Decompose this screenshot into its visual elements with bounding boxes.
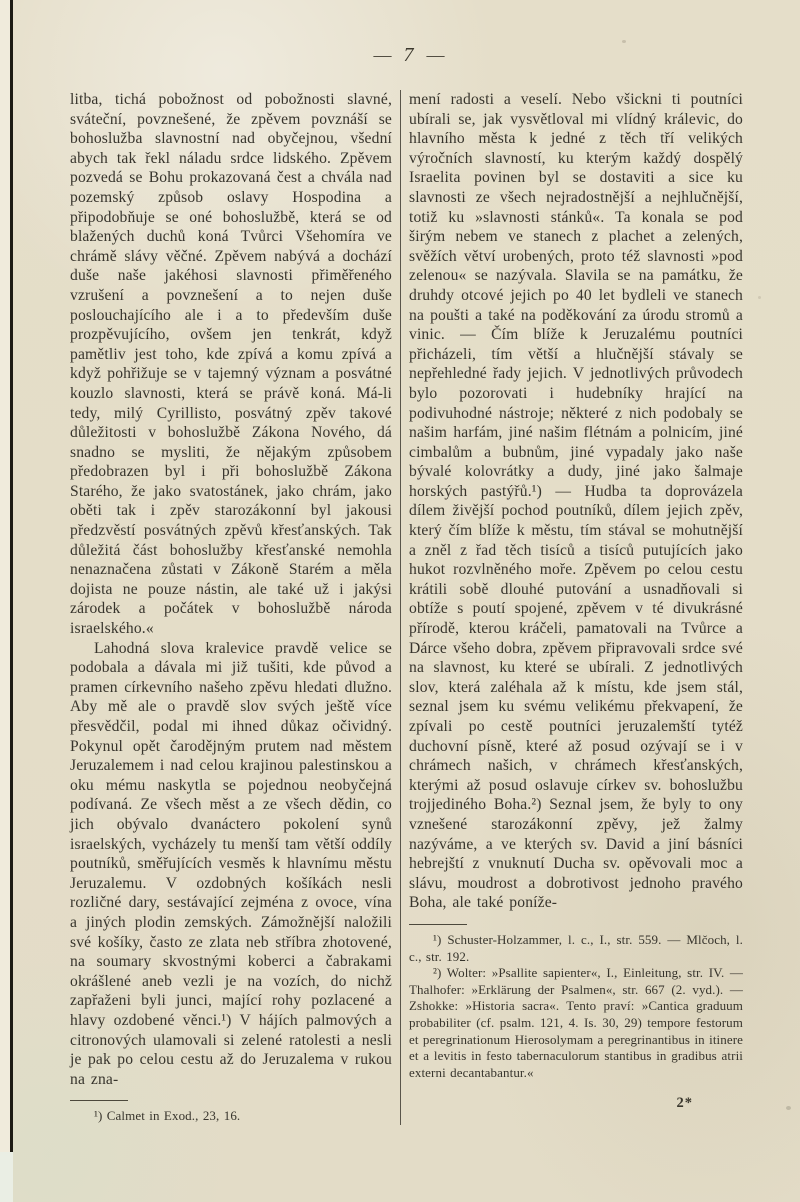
paragraph: Lahodná slova kralevice pravdě velice se podobala a dávala mi již tušiti, kde původ a pramen církevního našeho zpěvu hledati dlužno. Aby mě ale o pravdě slov svých ještě více přesvědčil, podal mi ihned důkaz očividný. Pokynul opět čarodějným prutem nad městem Jeruzalemem i nad celou krajinou palestinskou a oku mému naskytla se pojednou neobyčejná podívaná. Ze všech měst a ze všech dědin, co jich obývalo dvanáctero pokolení synů israelských, vycházely tu menší tam větší oddíly poutníků, směřujících vesměs k hlavnímu městu Jeruzalemu. V ozdobných košíkách nesli rozličné dary, sestávající zejména z ovoce, vína a jiných plodin zemských. Zámožnější naložili své košíky, často ze zlata neb stříbra zhotovené, na soumary skvostnými koberci a čabrakami okrášlené aneb vezli je na vozích, do nichž zapřaženi byli junci, mající rohy pozlacené a hlavy ozdobené věnci.¹) V hájích palmových a citronových ulamovali si zelené ratolesti a nesli je pak po celou cestu až do Jeruzalema v rukou na zna- bbox=[70, 639, 392, 1088]
page-number bbox=[70, 44, 748, 67]
paper-speck bbox=[758, 296, 761, 299]
footnote-rule bbox=[70, 1100, 128, 1101]
signature-mark: 2* bbox=[676, 1095, 693, 1112]
page-binding-edge bbox=[10, 0, 13, 1152]
paper-speck bbox=[786, 1106, 791, 1110]
column-right bbox=[409, 90, 743, 1125]
paragraph-continuation: mení radosti a veselí. Nebo všickni ti poutníci ubírali se, jak vysvětloval mi vlídný králevic, do hlavního města k jedné z těch tří velikých výročních slavností, ku kterým každý dospělý Israelita povinen byl se dostaviti a sice ku slavnosti ze všech nejradostnější a nejhlučnější, totiž ku »slavnosti stánků«. Ta konala se pod širým nebem ve stanech z plachet a zelených, svěžích větví urobených, proto též slavnosti »pod zelenou« se nazývala. Slavila se na památku, že druhdy otcové jejich po 40 let bydleli ve stanech na poušti a také na poděkování za úrodu stromů a vinic. — Čím blíže k Jeruzalému poutníci přicházeli, tím větší a hlučnější stávaly se nepřehledné řady jejich. V jednotlivých průvodech bylo pozorovati i hudebníky hrající na podivuhodné nástroje; některé z nich podobaly se našim harfám, jiné našim flétnám a polnicím, jiné cimbalům a bubnům, jiné vypadaly jako naše bývalé kolovrátky a dudy, jiné jako šalmaje horských pastýřů.¹) — Hudba ta doprovázela dílem živější pochod poutníků, dílem jejich zpěv, který čím blíže k městu, tím stával se mohutnější a zněl z řad těch tisíců a tisíců putujících jako hukot rozvlněného moře. Zpěvem po celou cestu krátili sobě dlouhé putování a usnadňovali si obtíže s poutí spojené, zpěvem v té divukrásné přírodě, kterou kráčeli, pamatovali na Tvůrce a Dárce všeho dobra, zpěvem připravovali srdce své na slavnost, ku které se ubírali. Z jednotlivých slov, která zaléhala až k místu, kde jsem stál, seznal jsem ku svému velikému překvapení, že zpívali po cestě poutníci jeruzalemští tytéž duchovní písně, které až posud ozývají se i v chrámech našich, v chrámech křesťanských, kterými až posud oslavuje církev sv. bohoslužbu trojjediného Boha.²) Seznal jsem, že byly to ony vznešené starozákonní zpěvy, jež žalmy nazýváme, a ve kterých sv. David a jiní básníci hebrejští z vnuknutí Ducha sv. opěvovali moc a slávu, moudrost a dobrotivost jednoho pravého Boha, ale také poníže- bbox=[409, 91, 743, 912]
page-number-dash-left: — bbox=[373, 45, 392, 65]
column-divider bbox=[400, 90, 401, 1125]
paragraph-continuation: litba, tichá pobožnost od pobožnosti slavné, sváteční, povznešené, že zpěvem povznáší se bohoslužba slavnostní nad obyčejnou, všední abych tak řekl náladu srdce lidského. Zpěvem pozvedá se Bohu prokazovaná čest a chvála nad pozemský způsob oslavy Hospodina a připodobňuje se oné bohoslužbě, která se od blažených duchů koná Tvůrci Všehomíra ve chrámě slávy věčné. Zpěvem nabývá a dochází duše naše jakéhosi slavnosti přiměřeného vzrušení a povznešení a to nejen duše poslouchajícího ale i a to především duše prozpěvujícího, ovšem jen tenkrát, když pamětliv jest toho, kde zpívá a komu zpívá a když pohřižuje se v tajemný význam a posvátné kouzlo slavnosti, která se právě koná. Má-li tedy, milý Cyrillisto, posvátný zpěv takové důležitosti v bohoslužbě Zákona Nového, dá snadno se mysliti, že nějakým způsobem předobrazen byl i při bohoslužbě Zákona Starého, že jako svatostánek, jako chrám, jako oběti tak i zpěv starozákonní byl jakousi předzvěstí posvátných zpěvů křesťanských. Tak důležitá část bohoslužby křesťanské nemohla nenaznačena zůstati v Zákoně Starém a měla dojista ne pouze nástin, ale také už i jakýsi zárodek a počátek v bohoslužbě národa israelského.« bbox=[70, 91, 392, 638]
paper-speck bbox=[622, 40, 626, 43]
footnote: ¹) Schuster-Holzammer, l. c., I., str. 559. — Mlčoch, l. c., str. 192. bbox=[409, 931, 743, 964]
footnote: ¹) Calmet in Exod., 23, 16. bbox=[94, 1108, 241, 1124]
page-edge-strip bbox=[0, 0, 10, 1202]
page-edge-bottom bbox=[0, 1152, 13, 1202]
column-left bbox=[70, 90, 392, 1125]
page-number-dash-right: — bbox=[426, 45, 445, 65]
text-columns bbox=[70, 90, 748, 1125]
footnote: ²) Wolter: »Psallite sapienter«, I., Einleitung, str. IV. — Thalhofer: »Erklärung der Psalmen«, str. 667 (2. vyd.). — Zshokke: »Historia sacra«. Tento praví: »Cantica graduum probabiliter (cf. psalm. 121, 4. Is. 30, 29) tempore festorum et peregrinationum Hierosolymam a peregrinantibus in itinere et a levitis in festo tabernaculorum stantibus in gradibus atrii externi decantabantur.« bbox=[409, 965, 744, 1080]
page-number-value: 7 bbox=[403, 44, 415, 66]
footnote-rule bbox=[409, 924, 467, 925]
